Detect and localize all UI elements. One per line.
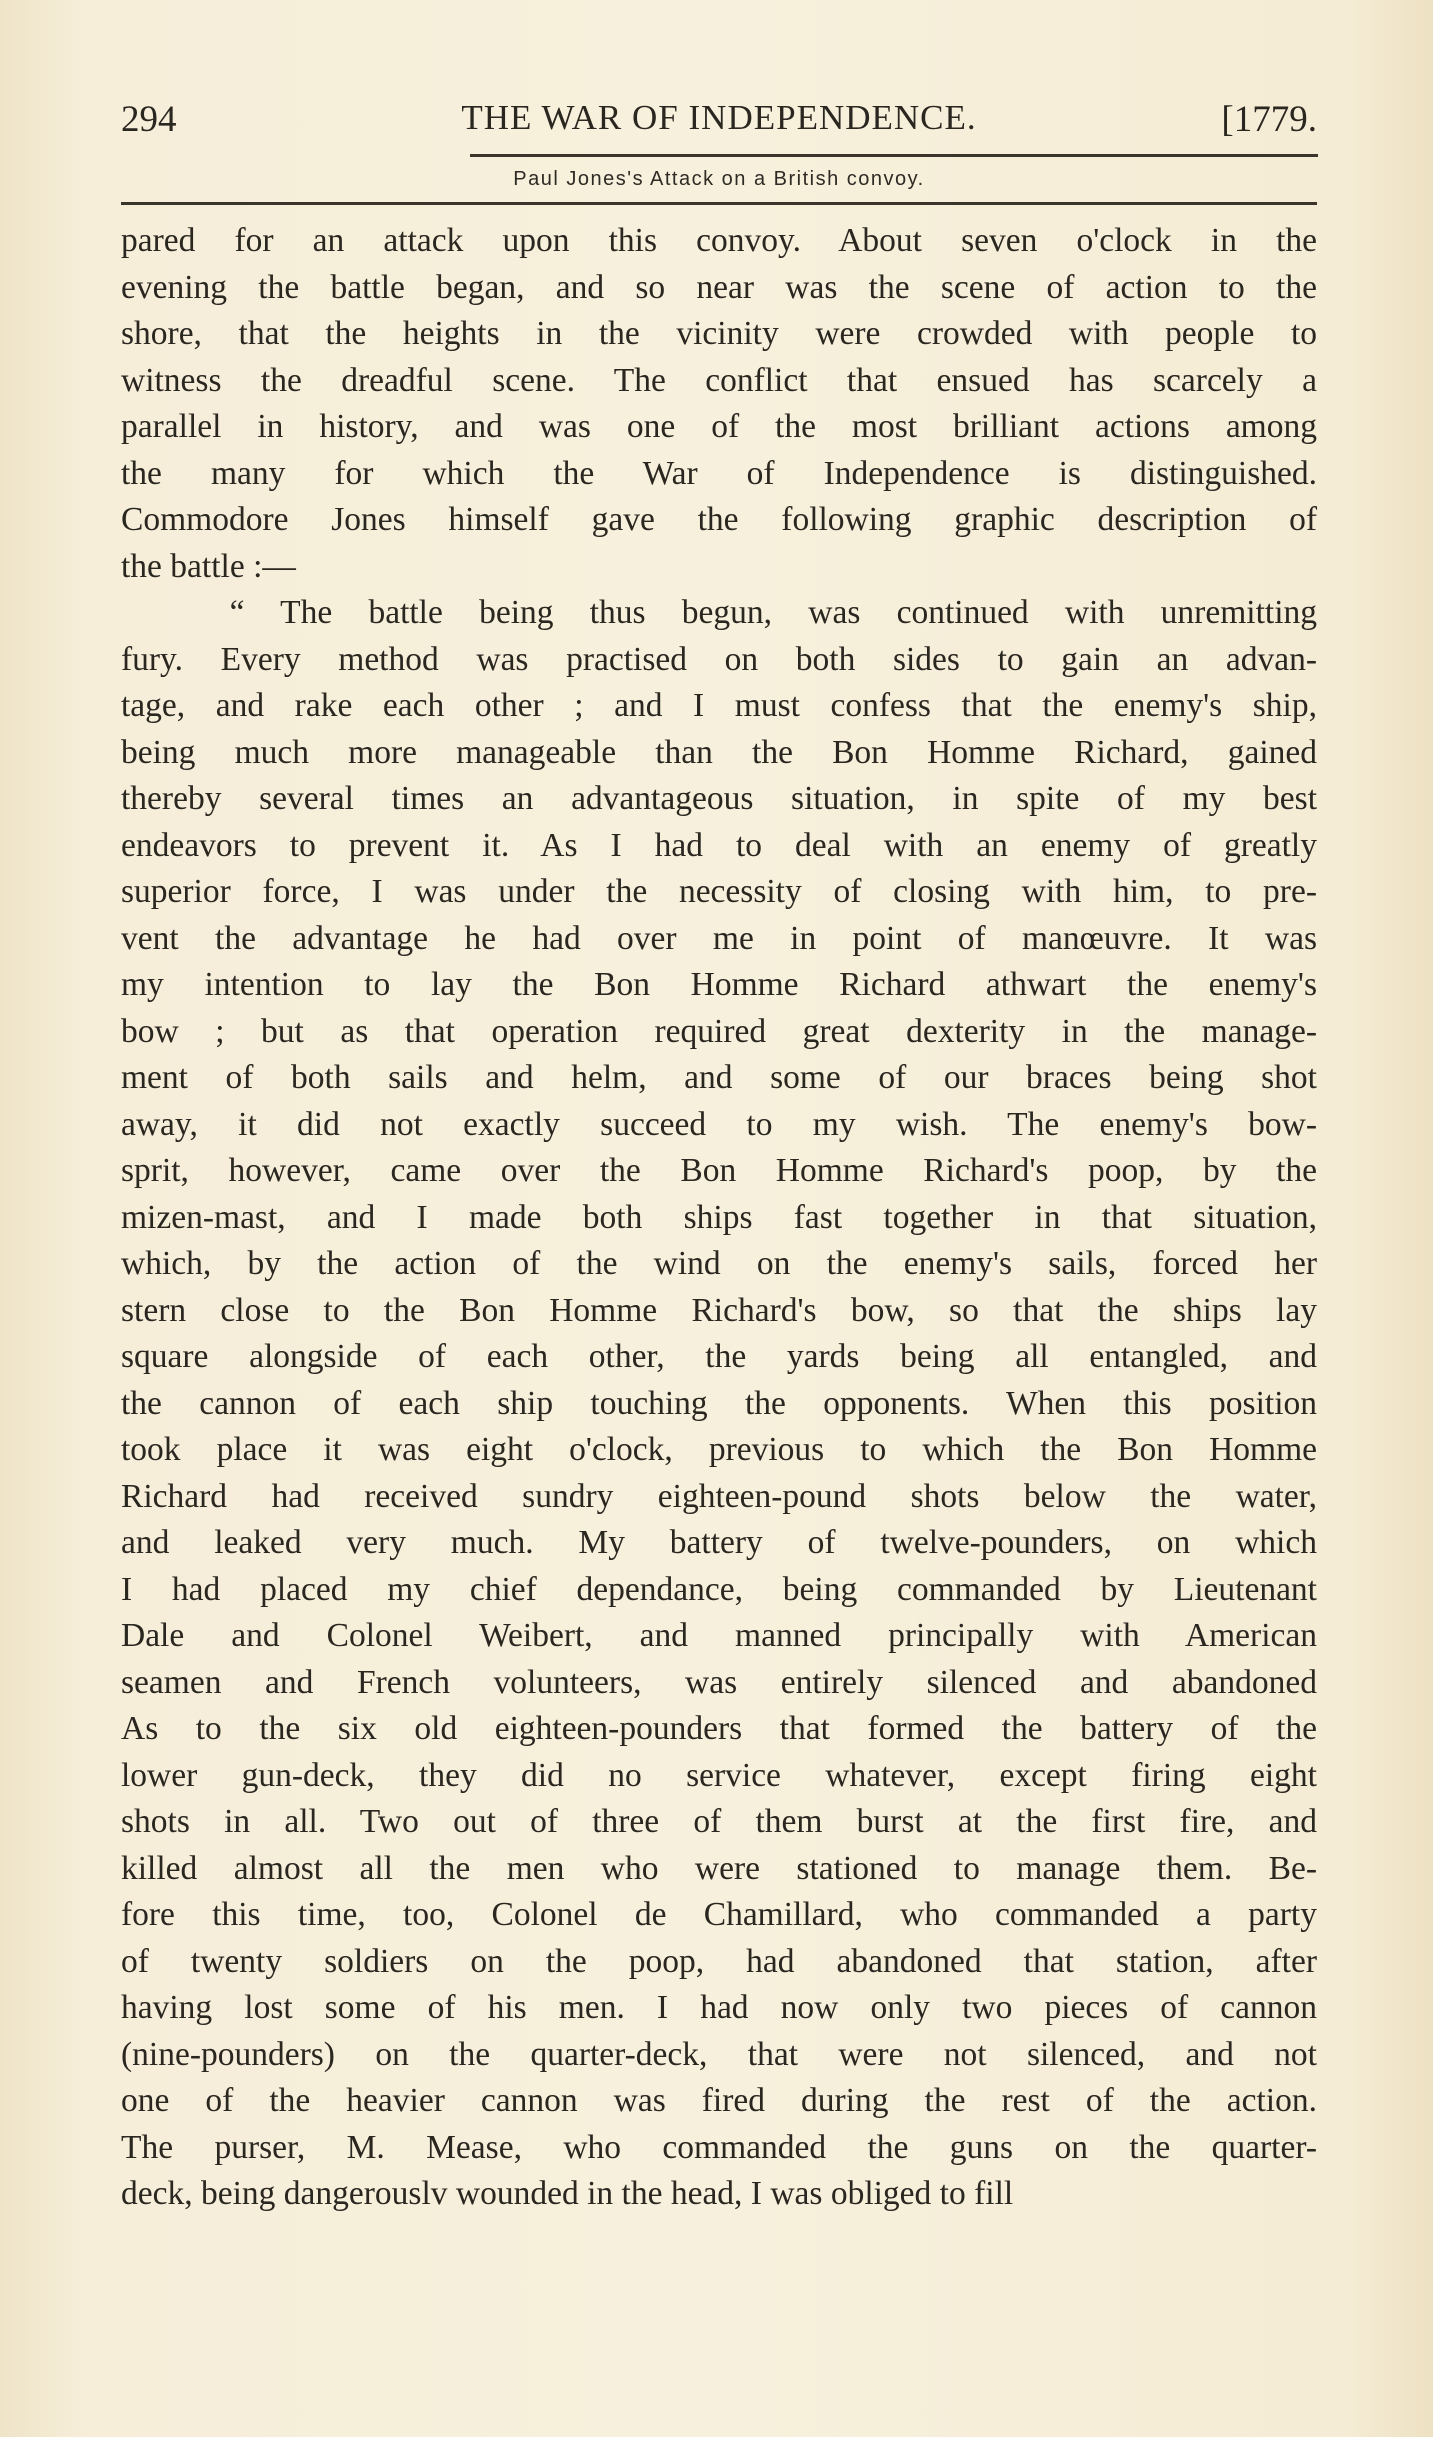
text-line: of twenty soldiers on the poop, had abandoned that station, after — [121, 1942, 1317, 1980]
text-line: Commodore Jones himself gave the following graphic description of — [121, 501, 1317, 538]
text-line: “ The battle being thus begun, was continued with unremitting — [121, 594, 1317, 631]
running-title: THE WAR OF INDEPENDENCE. — [461, 98, 977, 137]
text-line: stern close to the Bon Homme Richard's bow, so that the ships lay — [121, 1291, 1317, 1329]
text-line: having lost some of his men. I had now only two pieces of cannon — [121, 1989, 1317, 2026]
text-line: one of the heavier cannon was fired during the rest of the action. — [121, 2082, 1317, 2119]
text-line: sprit, however, came over the Bon Homme Richard's poop, by the — [121, 1152, 1317, 1189]
text-line: the battle :— — [121, 547, 296, 585]
text-line: I had placed my chief dependance, being commanded by Lieutenant — [121, 1570, 1317, 1608]
text-line: my intention to lay the Bon Homme Richard athwart the enemy's — [121, 966, 1317, 1003]
text-line: tage, and rake each other ; and I must confess that the enemy's ship, — [121, 687, 1317, 724]
text-line: The purser, M. Mease, who commanded the guns on the quarter- — [121, 2128, 1317, 2166]
body-text — [121, 218, 1317, 2218]
text-line: square alongside of each other, the yards being all entangled, and — [121, 1338, 1317, 1375]
header-rule — [470, 154, 1318, 157]
text-line: deck, being dangerouslv wounded in the head, I was obliged to fill — [121, 2175, 1014, 2212]
text-line: witness the dreadful scene. The conflict that ensued has scarcely a — [121, 361, 1317, 399]
text-line: endeavors to prevent it. As I had to deal with an enemy of greatly — [121, 826, 1317, 864]
text-line: thereby several times an advantageous situation, in spite of my best — [121, 780, 1317, 817]
text-line: being much more manageable than the Bon Homme Richard, gained — [121, 733, 1317, 771]
text-line: lower gun-deck, they did no service whatever, except firing eight — [121, 1756, 1317, 1794]
text-line: took place it was eight o'clock, previous to which the Bon Homme — [121, 1431, 1317, 1468]
section-subheading: Paul Jones's Attack on a British convoy. — [513, 168, 925, 190]
text-line: superior force, I was under the necessity of closing with him, to pre- — [121, 873, 1317, 910]
text-line: which, by the action of the wind on the enemy's sails, forced her — [121, 1245, 1317, 1282]
text-line: Richard had received sundry eighteen-pound shots below the water, — [121, 1477, 1317, 1515]
text-line: vent the advantage he had over me in point of manœuvre. It was — [121, 919, 1317, 957]
text-line: away, it did not exactly succeed to my wish. The enemy's bow- — [121, 1105, 1317, 1143]
page-header — [121, 98, 1317, 158]
text-line: the cannon of each ship touching the opponents. When this position — [121, 1384, 1317, 1422]
text-line: ment of both sails and helm, and some of our braces being shot — [121, 1059, 1317, 1096]
text-line: bow ; but as that operation required great dexterity in the manage- — [121, 1012, 1317, 1050]
text-line: fury. Every method was practised on both sides to gain an advan- — [121, 640, 1317, 678]
text-line: (nine-pounders) on the quarter-deck, that were not silenced, and not — [121, 2035, 1317, 2073]
text-line: shore, that the heights in the vicinity were crowded with people to — [121, 315, 1317, 352]
page-number: 294 — [121, 99, 177, 140]
text-line: evening the battle began, and so near was the scene of action to the — [121, 268, 1317, 306]
text-line: fore this time, too, Colonel de Chamillard, who commanded a party — [121, 1896, 1317, 1933]
text-line: and leaked very much. My battery of twelve-pounders, on which — [121, 1524, 1317, 1561]
text-line: Dale and Colonel Weibert, and manned principally with American — [121, 1617, 1317, 1654]
subheading-rule — [121, 202, 1317, 205]
text-line: parallel in history, and was one of the most brilliant actions among — [121, 408, 1317, 445]
text-line: killed almost all the men who were stationed to manage them. Be- — [121, 1849, 1317, 1887]
text-line: mizen-mast, and I made both ships fast together in that situation, — [121, 1198, 1317, 1236]
header-year: [1779. — [1221, 99, 1317, 140]
text-line: shots in all. Two out of three of them burst at the first fire, and — [121, 1803, 1317, 1840]
text-line: the many for which the War of Independence is distinguished. — [121, 454, 1317, 492]
text-line: As to the six old eighteen-pounders that formed the battery of the — [121, 1710, 1317, 1747]
text-line: seamen and French volunteers, was entirely silenced and abandoned — [121, 1663, 1317, 1701]
text-line: pared for an attack upon this convoy. About seven o'clock in the — [121, 222, 1317, 259]
